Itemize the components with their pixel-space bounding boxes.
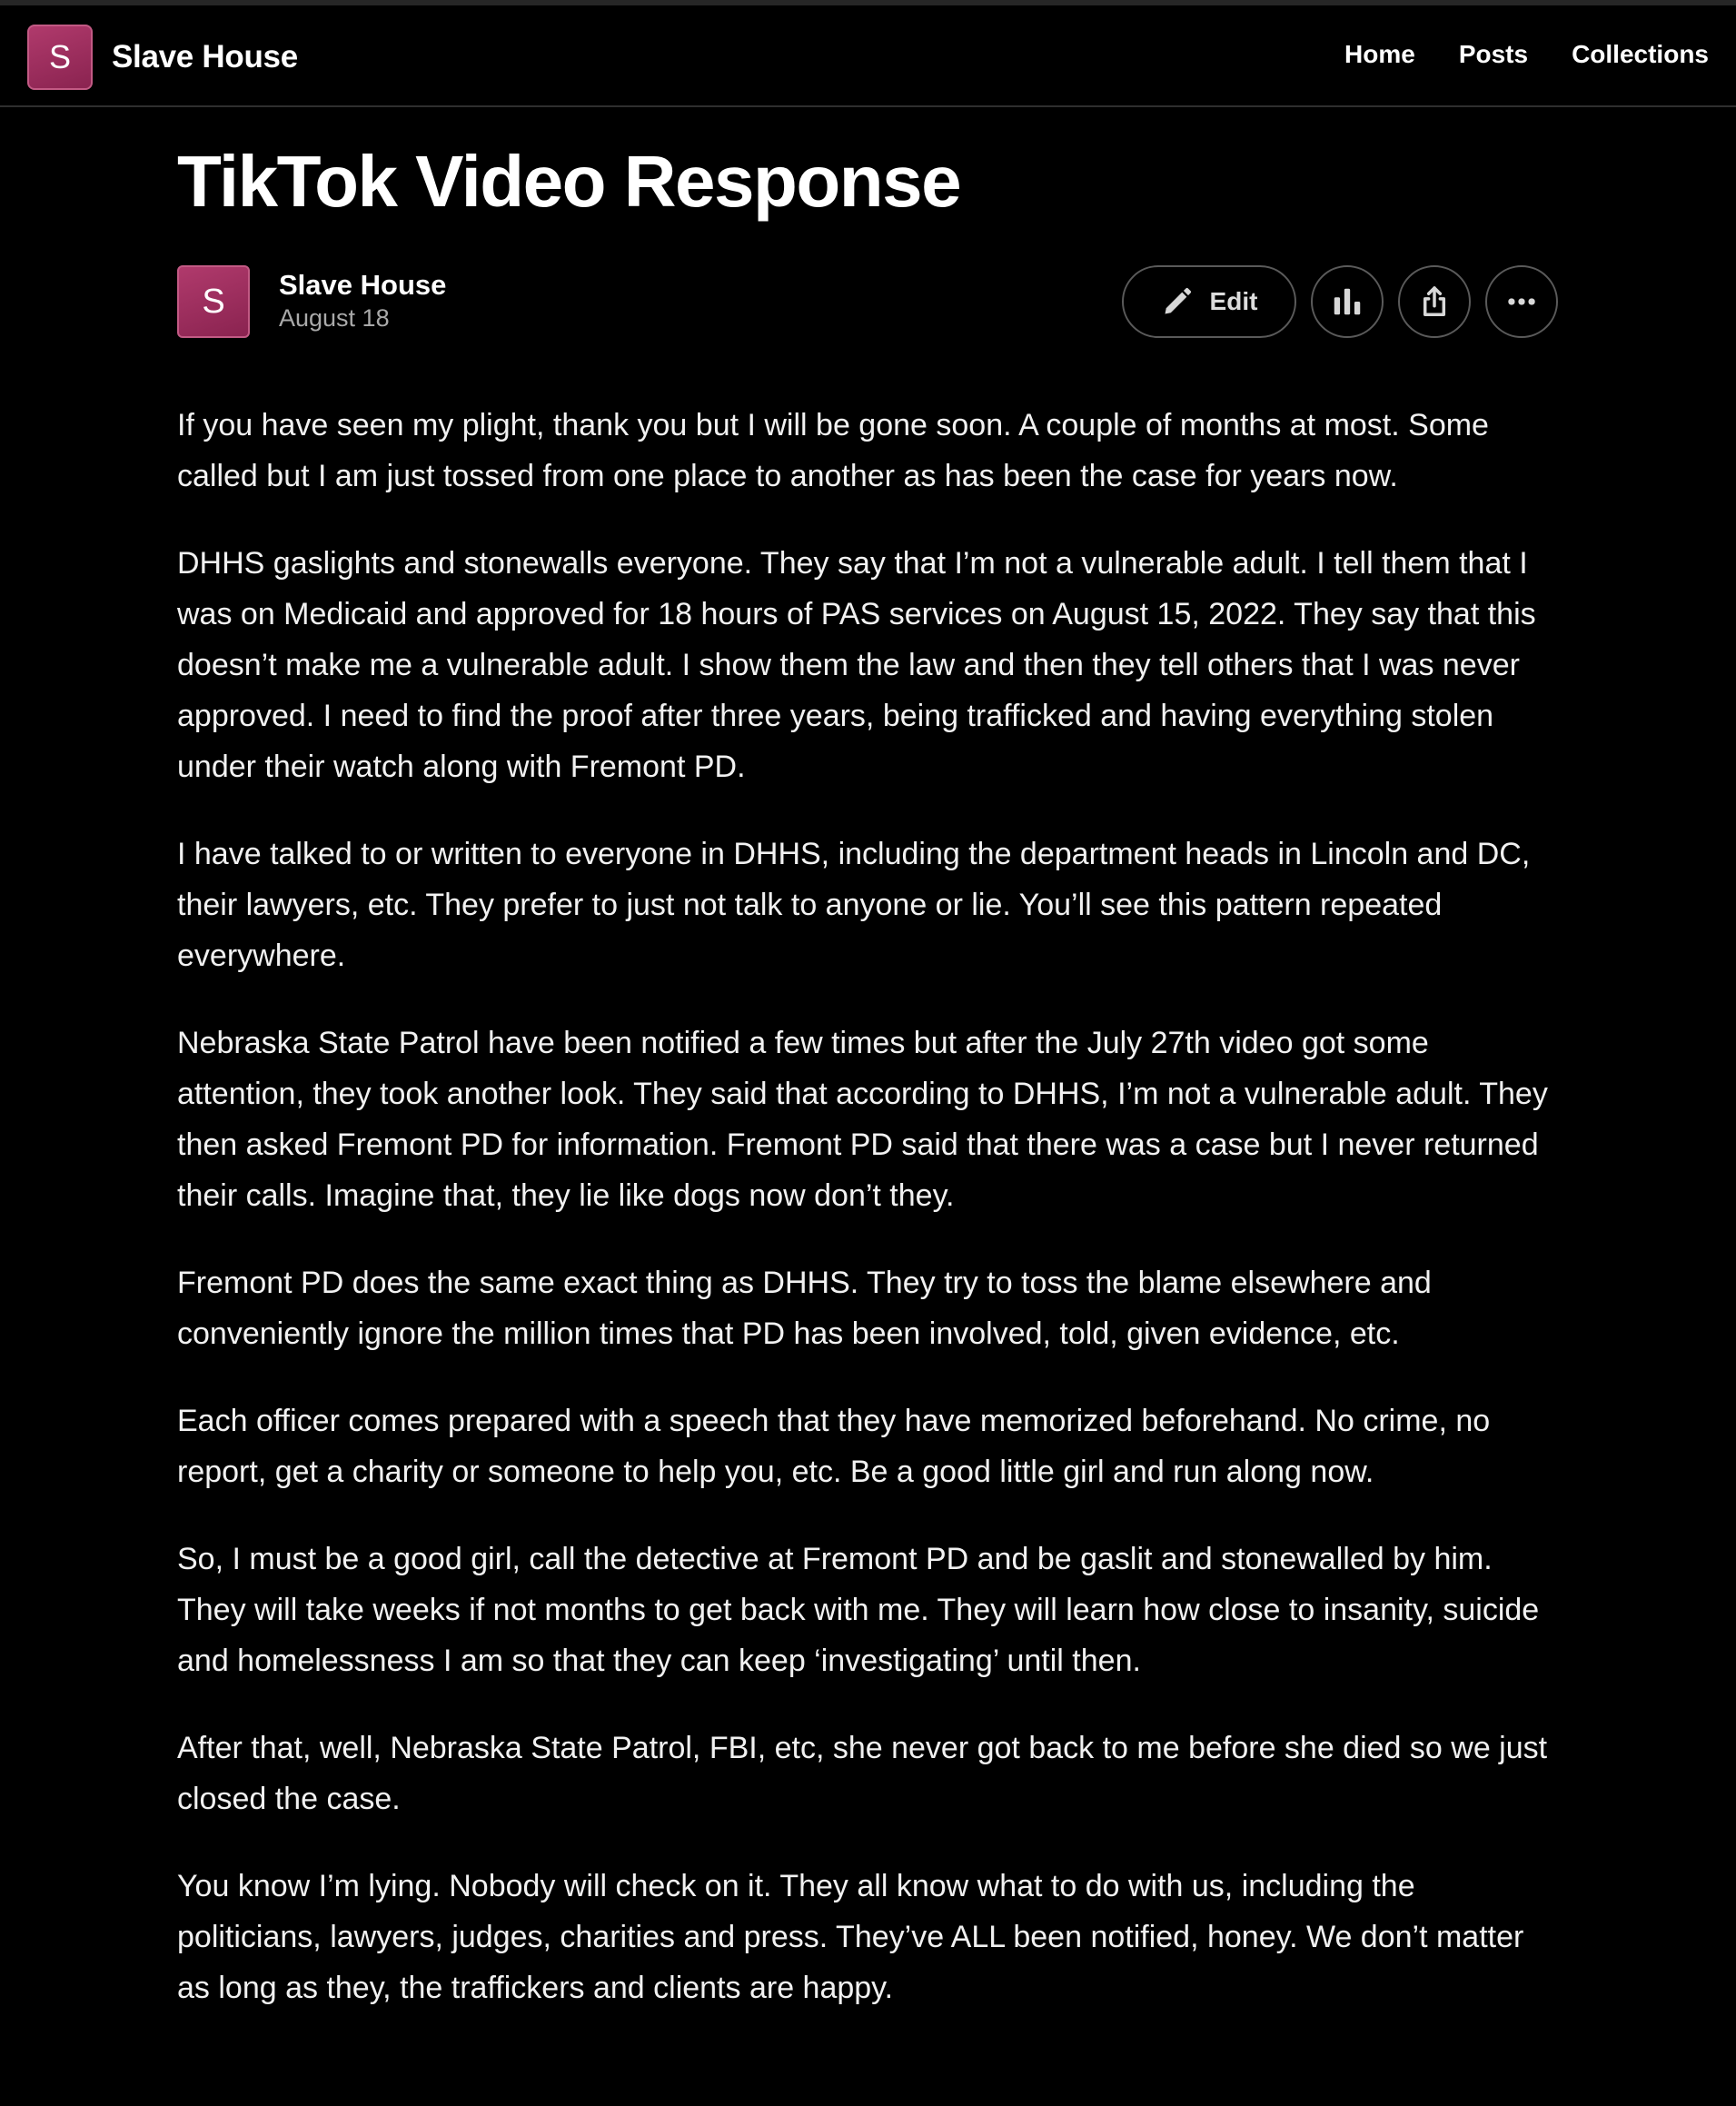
body-paragraph: DHHS gaslights and stonewalls everyone. They say that I’m not a vulnerable adult. I tell them that I was on Medicaid and approved for 18 hours of PAS services on August 15, 2022. They say that this doesn’t make me a vulnerable adult. I show them the law and then they tell others that I was never approved. I need to find the proof after three years, being trafficked and having everything stolen under their watch along with Fremont PD.: [177, 546, 1536, 784]
stats-button[interactable]: [1311, 265, 1384, 338]
body-paragraph: You know I’m lying. Nobody will check on it. They all know what to do with us, including the politicians, lawyers, judges, charities and press. They’ve ALL been notified, honey. We don’t matter as long as they, the traffickers and clients are happy.: [177, 1869, 1524, 2005]
body-paragraph: After that, well, Nebraska State Patrol, FBI, etc, she never got back to me before she died so we just closed the case.: [177, 1731, 1548, 1816]
post-date: August 18: [279, 304, 390, 332]
main-nav: [1301, 40, 1709, 69]
edit-button[interactable]: [1122, 265, 1296, 338]
body-paragraph: If you have seen my plight, thank you but I will be gone soon. A couple of months at most. Some called but I am just tossed from one place to another as has been the case for years now.: [177, 408, 1489, 493]
share-button[interactable]: [1398, 265, 1471, 338]
nav-collections[interactable]: Collections: [1572, 40, 1709, 68]
site-name: Slave House: [112, 39, 298, 75]
body-paragraph: Fremont PD does the same exact thing as DHHS. They try to toss the blame elsewhere and conveniently ignore the million times that PD has been involved, told, given evidence, etc.: [177, 1266, 1432, 1351]
more-button[interactable]: [1485, 265, 1558, 338]
post-actions: [1122, 265, 1558, 338]
site-header: [0, 5, 1736, 107]
post-title: TikTok Video Response: [177, 141, 961, 222]
more-horizontal-icon: [1504, 284, 1539, 319]
post-article: [177, 138, 1558, 2050]
edit-label: Edit: [1209, 287, 1258, 315]
body-paragraph: Each officer comes prepared with a speech that they have memorized beforehand. No crime, no report, get a charity or someone to help you, etc. Be a good little girl and run along now.: [177, 1404, 1491, 1489]
post-byline: [177, 265, 1558, 340]
post-body: [177, 400, 1558, 2013]
pencil-icon: [1161, 285, 1194, 318]
author-name[interactable]: Slave House: [279, 269, 447, 301]
author-avatar[interactable]: S: [177, 265, 250, 338]
nav-posts[interactable]: Posts: [1458, 40, 1529, 68]
body-paragraph: Nebraska State Patrol have been notified a few times but after the July 27th video got some attention, they took another look. They said that according to DHHS, I’m not a vulnerable adult. They then asked Fremont PD for information. Fremont PD said that there was a case but I never returned their calls. Imagine that, they lie like dogs now don’t they.: [177, 1026, 1548, 1213]
body-paragraph: I have talked to or written to everyone in DHHS, including the department heads in Lincoln and DC, their lawyers, etc. They prefer to just not talk to anyone or lie. You’ll see this pattern repeated everywhere.: [177, 837, 1531, 973]
bar-chart-icon: [1330, 284, 1364, 319]
share-icon: [1417, 284, 1452, 319]
nav-home[interactable]: Home: [1344, 40, 1415, 68]
site-brand-link[interactable]: [27, 25, 298, 90]
body-paragraph: So, I must be a good girl, call the detective at Fremont PD and be gaslit and stonewalled by him. They will take weeks if not months to get back with me. They will learn how close to insanity, suicide and homelessness I am so that they can keep ‘investigating’ until then.: [177, 1542, 1540, 1678]
site-logo: S: [27, 25, 93, 90]
